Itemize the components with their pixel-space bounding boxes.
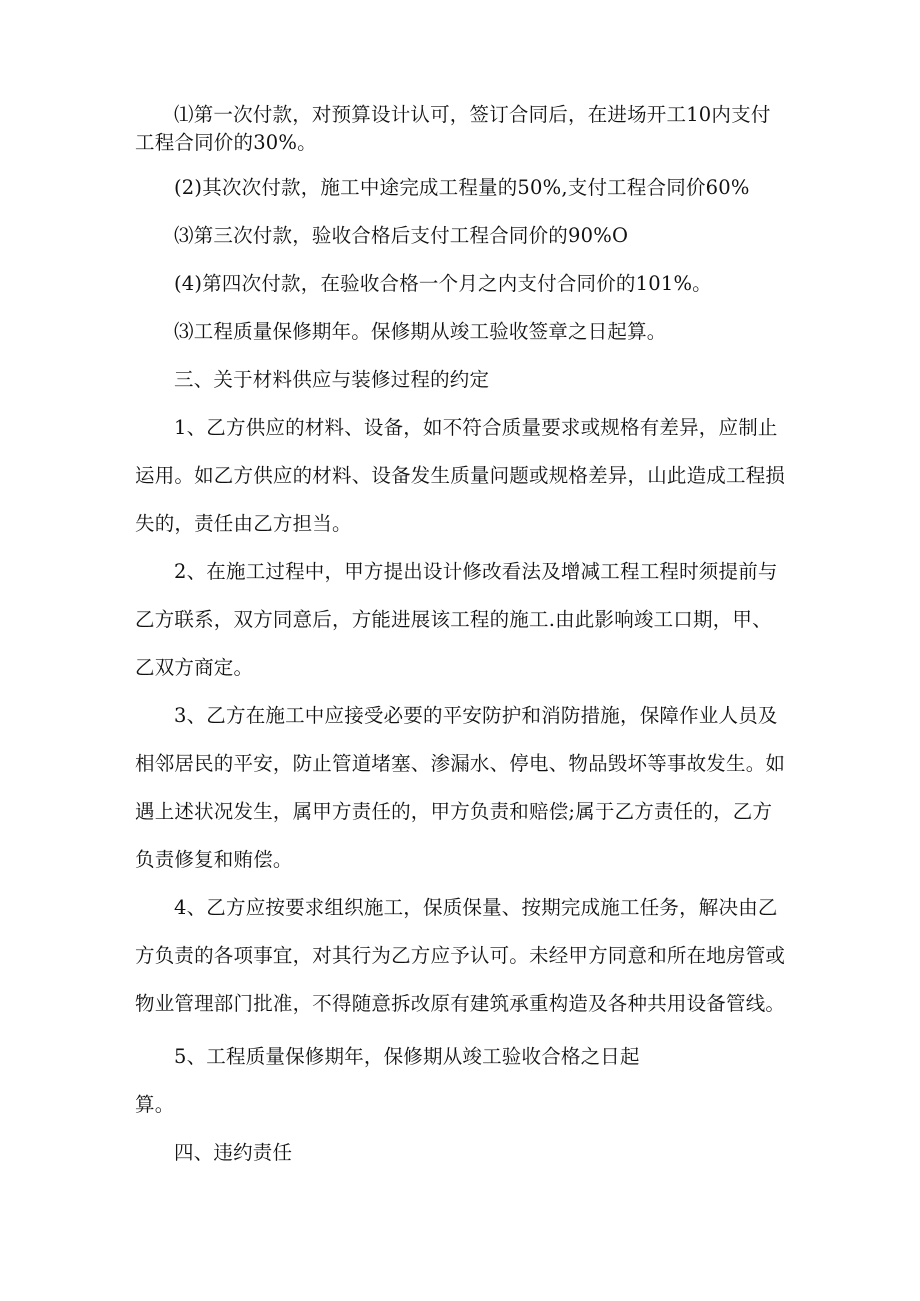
item-3-line1: 3、乙方在施工中应接受必要的平安防护和消防措施，保障作业人员及	[174, 704, 778, 727]
clause-payment-2: (2)其次次付款，施工中途完成工程量的50%,支付工程合同价60%	[174, 176, 750, 199]
item-4-line3: 物业管理部门批准，不得随意拆改原有建筑承重构造及各种共用设备管线。	[135, 992, 786, 1015]
item-1-line2: 运用。如乙方供应的材料、设备发生质量问题或规格差异，山此造成工程损	[135, 464, 786, 487]
section-3-heading: 三、关于材料供应与装修过程的约定	[174, 368, 490, 391]
item-1-line3: 失的，责任由乙方担当。	[135, 512, 352, 535]
item-2-line1: 2、在施工过程中，甲方提出设计修改看法及增减工程工程时须提前与	[174, 560, 778, 583]
item-3-line3: 遇上述状况发生，属甲方责任的，甲方负责和赔偿;属于乙方责任的，乙方	[135, 800, 773, 823]
clause-payment-4: (4)第四次付款，在验收合格一个月之内支付合同价的101%。	[174, 272, 712, 295]
clause-payment-1-line1: ⑴第一次付款，对预算设计认可，签订合同后，在进场开工10内支付	[174, 103, 771, 126]
item-4-line2: 方负责的各项事宜，对其行为乙方应予认可。未经甲方同意和所在地房管或	[135, 944, 786, 967]
item-2-line2: 乙方联系，双方同意后，方能进展该工程的施工.由此影响竣工口期，甲、	[135, 608, 772, 631]
section-4-heading: 四、违约责任	[174, 1141, 293, 1164]
item-2-line3: 乙双方商定。	[135, 656, 254, 679]
item-3-line2: 相邻居民的平安，防止管道堵塞、渗漏水、停电、物品毁坏等事故发生。如	[135, 752, 786, 775]
clause-payment-3: ⑶第三次付款，验收合格后支付工程合同价的90%O	[174, 224, 629, 247]
item-5-line1: 5、工程质量保修期年，保修期从竣工验收合格之日起	[174, 1045, 640, 1068]
clause-payment-1-line2: 工程合同价的30%。	[135, 131, 317, 154]
item-3-line4: 负责修复和贿偿。	[135, 848, 293, 871]
item-5-line2: 算。	[135, 1093, 175, 1116]
item-1-line1: 1、乙方供应的材料、设备，如不符合质量要求或规格有差异，应制止	[174, 416, 778, 439]
clause-warranty: ⑶工程质量保修期年。保修期从竣工验收签章之日起算。	[174, 320, 667, 343]
item-4-line1: 4、乙方应按要求组织施工，保质保量、按期完成施工任务，解决由乙	[174, 896, 778, 919]
